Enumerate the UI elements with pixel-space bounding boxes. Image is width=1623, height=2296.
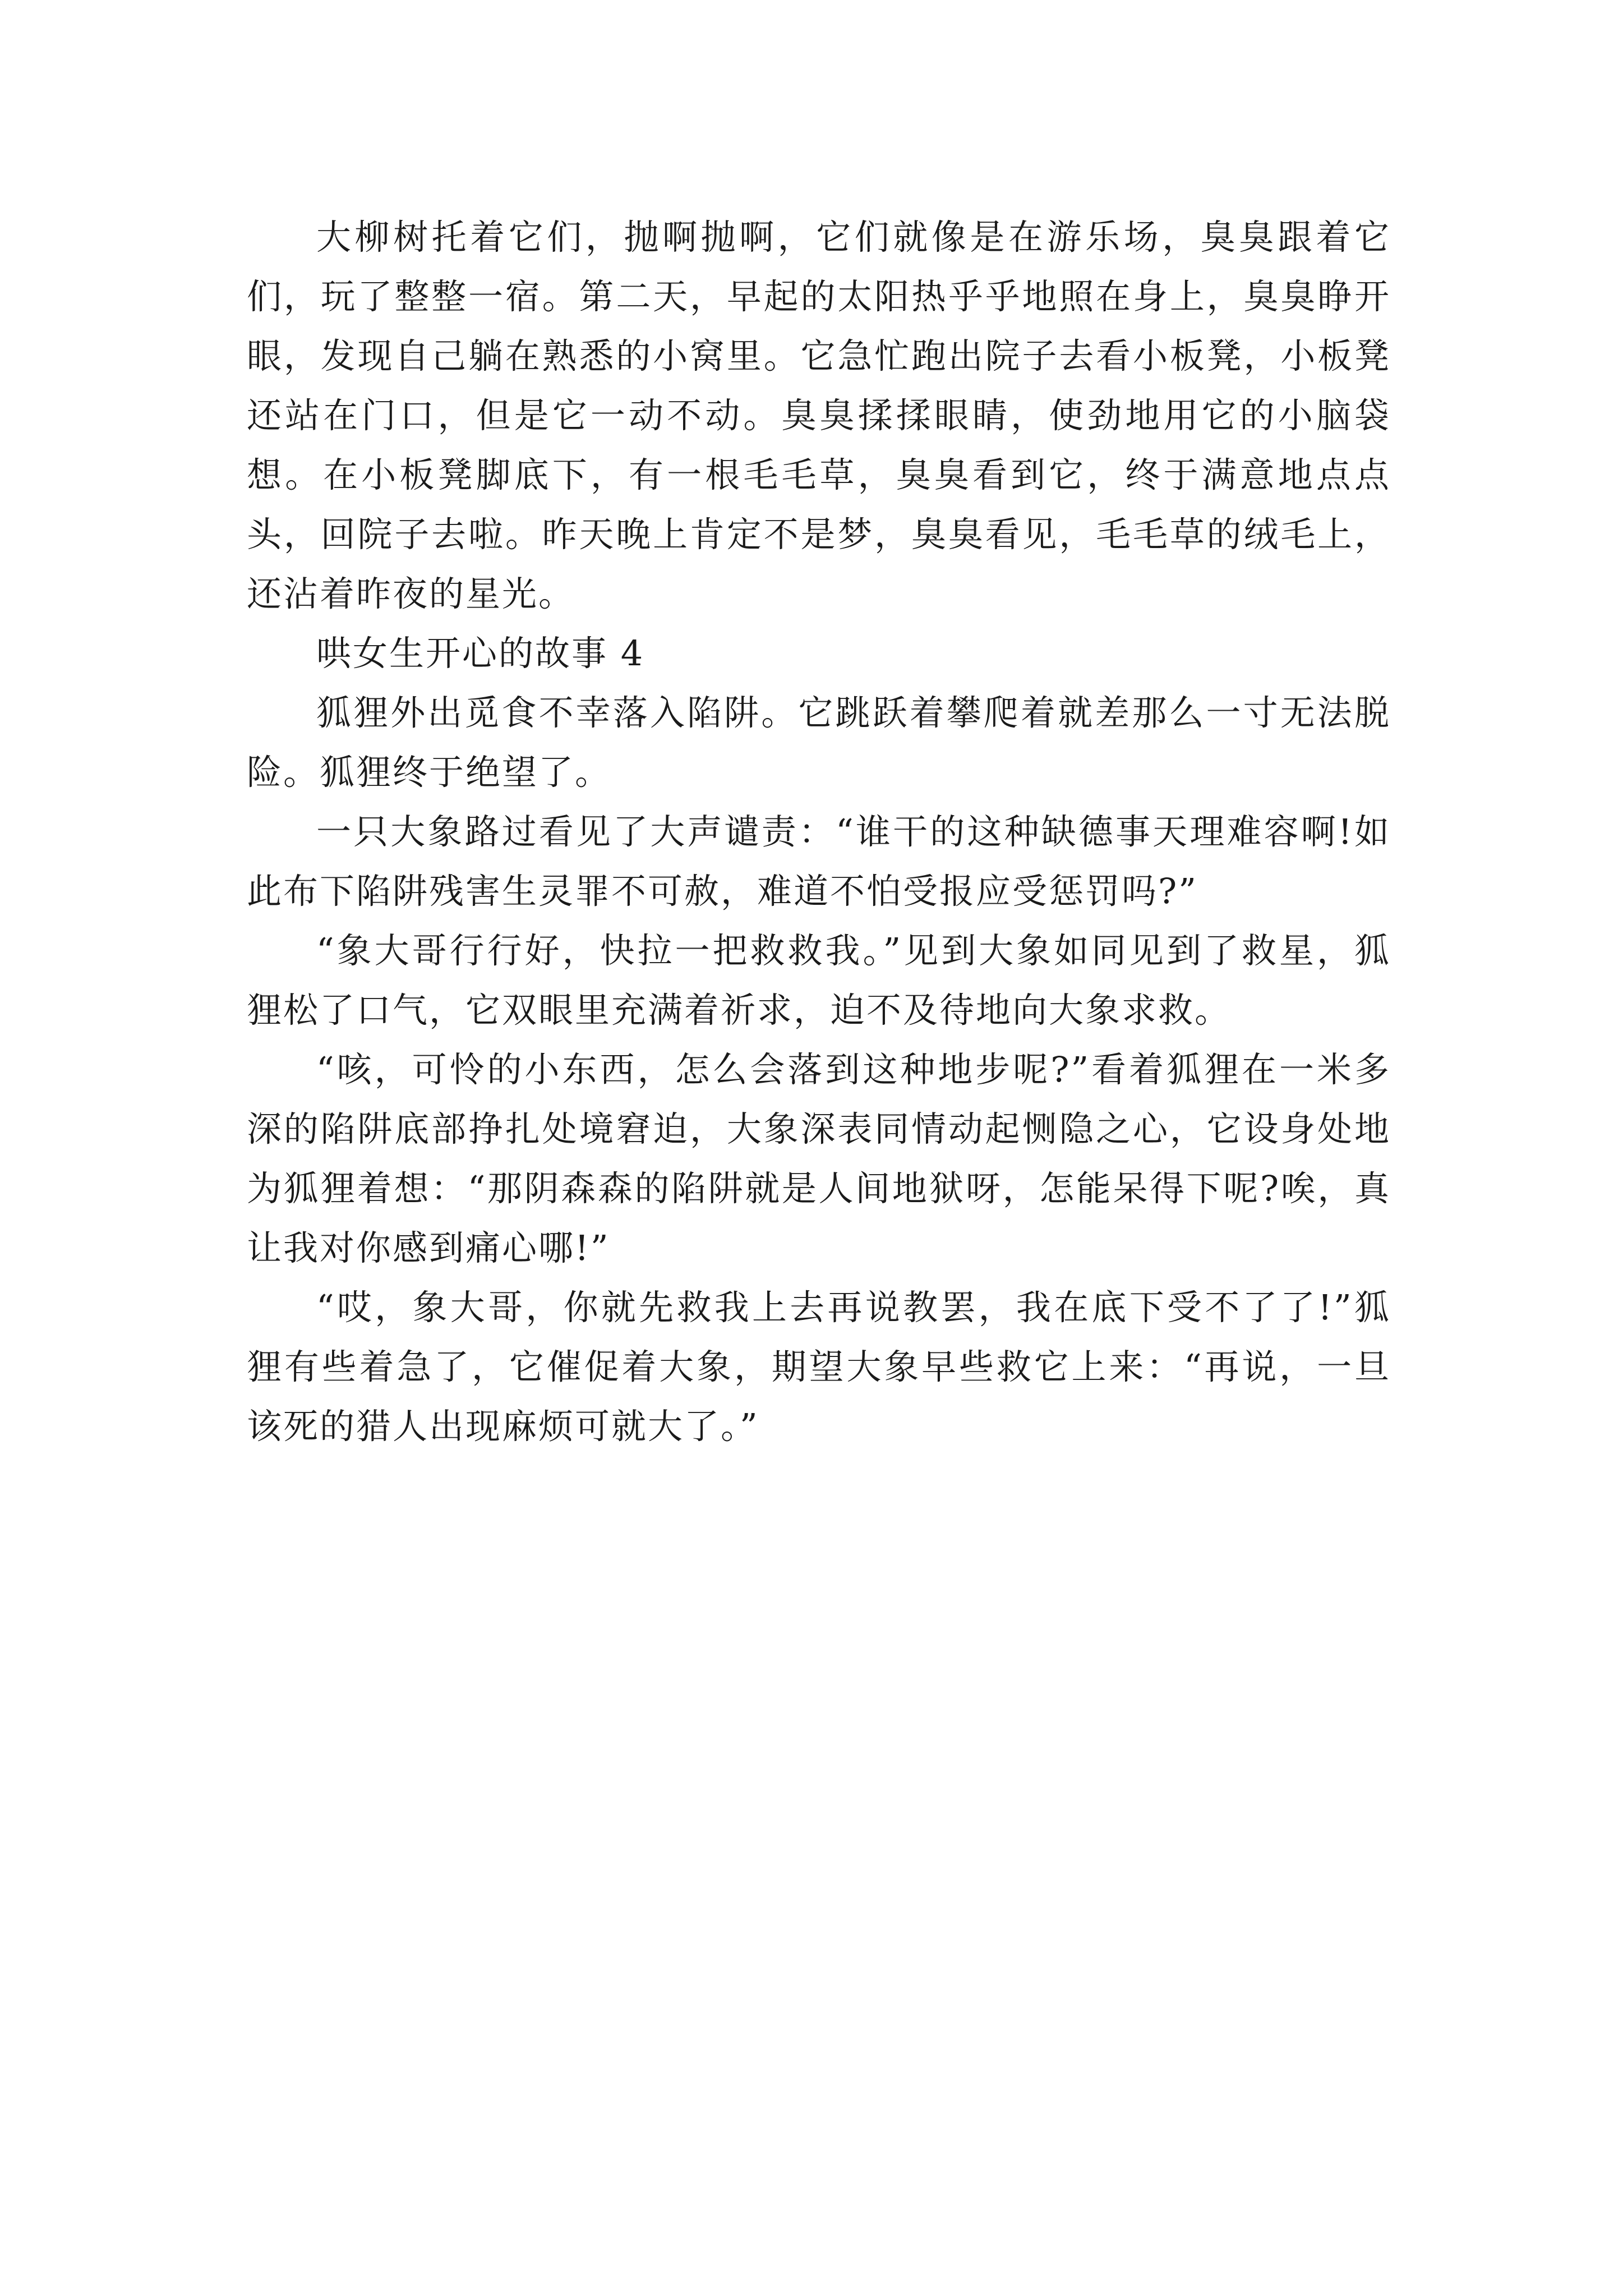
story-heading: 哄女生开心的故事 4 — [316, 633, 645, 674]
paragraph-fox-urges: “哎，象大哥，你就先救我上去再说教罢，我在底下受不了了!”狐狸有些着急了，它催促着大象，期望大象早些救它上来：“再说，一旦该死的猎人出现麻烦可就大了。” — [247, 1287, 1391, 1447]
paragraph-elephant-sympathy: “咳，可怜的小东西，怎么会落到这种地步呢?”看着狐狸在一米多深的陷阱底部挣扎处境窘迫，大象深表同情动起恻隐之心，它设身处地为狐狸着想：“那阴森森的陷阱就是人间地狱呀，怎能呆得下呢?唉，真让我对你感到痛心哪!” — [247, 1049, 1391, 1268]
paragraph-fox-pleads: “象大哥行行好，快拉一把救救我。”见到大象如同见到了救星，狐狸松了口气，它双眼里充满着祈求，迫不及待地向大象求救。 — [247, 930, 1391, 1030]
paragraph-story-ending: 大柳树托着它们，抛啊抛啊，它们就像是在游乐场，臭臭跟着它们，玩了整整一宿。第二天，早起的太阳热乎乎地照在身上，臭臭睁开眼，发现自己躺在熟悉的小窝里。它急忙跑出院子去看小板凳，小板凳还站在门口，但是它一动不动。臭臭揉揉眼睛，使劲地用它的小脑袋想。在小板凳脚底下，有一根毛毛草，臭臭看到它，终于满意地点点头，回院子去啦。昨天晚上肯定不是梦，臭臭看见，毛毛草的绒毛上，还沾着昨夜的星光。 — [247, 217, 1391, 614]
paragraph-fox-trapped: 狐狸外出觅食不幸落入陷阱。它跳跃着攀爬着就差那么一寸无法脱险。狐狸终于绝望了。 — [247, 692, 1391, 793]
paragraph-elephant-condemns: 一只大象路过看见了大声谴责：“谁干的这种缺德事天理难容啊!如此布下陷阱残害生灵罪不可赦，难道不怕受报应受惩罚吗?” — [247, 811, 1391, 912]
document-body — [247, 208, 1391, 1456]
